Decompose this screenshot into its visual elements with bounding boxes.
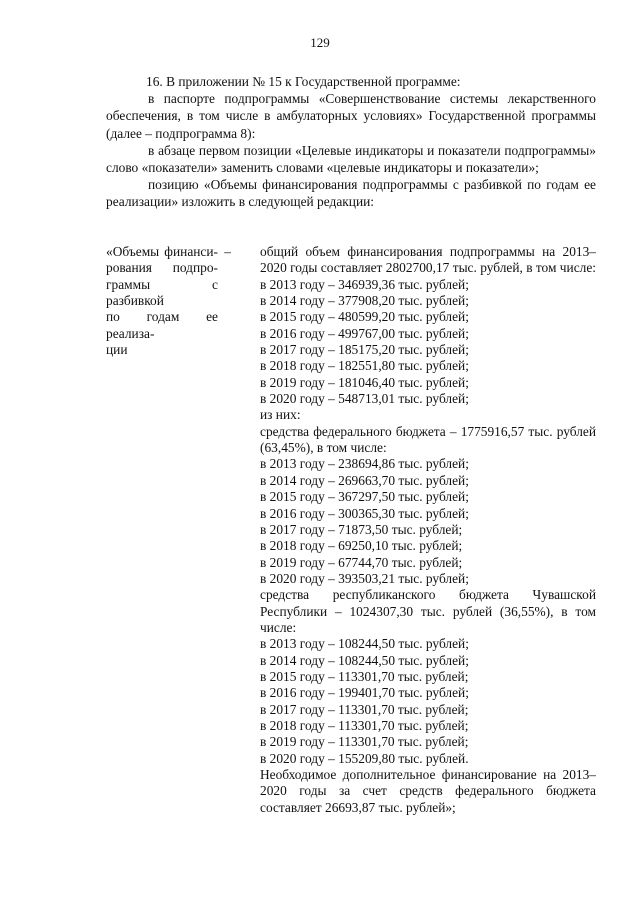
republic-year-line: в 2013 году – 108244,50 тыс. рублей; [260, 636, 469, 652]
label-dash: – [224, 244, 231, 259]
republic-year-line: в 2015 году – 113301,70 тыс. рублей; [260, 668, 469, 684]
amendment-paragraph-passport: в паспорте подпрограммы «Совершенствование системы лекарственного обеспечения, в том числе в амбулаторных условиях» Государственной программы (далее – подпрограмма 8): [106, 91, 596, 141]
total-year-line: в 2014 году – 377908,20 тыс. рублей; [260, 293, 469, 309]
republic-year-line: в 2018 году – 113301,70 тыс. рублей; [260, 717, 469, 733]
total-year-line: в 2018 году – 182551,80 тыс. рублей; [260, 358, 469, 374]
total-year-line: в 2016 году – 499767,00 тыс. рублей; [260, 325, 469, 341]
financing-label-line: граммы с разбивкой [106, 276, 218, 309]
financing-label [106, 244, 218, 816]
republic-budget-text: средства республиканского бюджета Чувашской Республики – 1024307,30 тыс. рублей (36,55%), в том числе: [260, 587, 596, 635]
total-year-line: в 2013 году – 346939,36 тыс. рублей; [260, 276, 469, 292]
financing-label-line: ции [106, 342, 128, 358]
republic-year-line: в 2020 году – 155209,80 тыс. рублей. [260, 750, 469, 766]
federal-year-line: в 2020 году – 393503,21 тыс. рублей; [260, 570, 469, 586]
federal-year-line: в 2018 году – 69250,10 тыс. рублей; [260, 538, 463, 554]
republic-year-line: в 2019 году – 113301,70 тыс. рублей; [260, 734, 469, 750]
page-number: 129 [310, 35, 330, 50]
total-year-line: в 2020 году – 548713,01 тыс. рублей; [260, 391, 469, 407]
financing-label-line: рования подпро- [106, 260, 218, 276]
federal-budget-text: средства федерального бюджета – 1775916,57 тыс. рублей (63,45%), в том числе: [260, 423, 596, 456]
federal-year-line: в 2015 году – 367297,50 тыс. рублей; [260, 489, 469, 505]
financing-label-line: по годам ее реализа- [106, 309, 218, 341]
amendment-text [106, 73, 596, 211]
republic-year-line: в 2014 году – 108244,50 тыс. рублей; [260, 652, 469, 668]
of-them-label: из них: [260, 407, 301, 423]
financing-table [106, 244, 596, 816]
financing-label-line: «Объемы финанси- [106, 244, 218, 259]
total-year-line: в 2017 году – 185175,20 тыс. рублей; [260, 342, 469, 358]
federal-year-line: в 2017 году – 71873,50 тыс. рублей; [260, 521, 463, 537]
amendment-paragraph-financing: позицию «Объемы финансирования подпрограммы с разбивкой по годам ее реализации» изложить в следующей редакции: [106, 177, 596, 210]
federal-year-line: в 2016 году – 300365,30 тыс. рублей; [260, 505, 469, 521]
additional-financing-text: Необходимое дополнительное финансирование на 2013–2020 годы за счет средств федерального бюджета составляет 26693,87 тыс. рублей»; [260, 767, 596, 815]
total-financing-text: общий объем финансирования подпрограммы на 2013–2020 годы составляет 2802700,17 тыс. рублей, в том числе: [260, 244, 597, 276]
federal-year-line: в 2019 году – 67744,70 тыс. рублей; [260, 554, 463, 570]
financing-label-column [106, 244, 231, 816]
republic-year-line: в 2016 году – 199401,70 тыс. рублей; [260, 685, 469, 701]
federal-year-line: в 2014 году – 269663,70 тыс. рублей; [260, 472, 469, 488]
total-year-line: в 2015 году – 480599,20 тыс. рублей; [260, 309, 469, 325]
amendment-item-16: 16. В приложении № 15 к Государственной программе: [146, 74, 461, 89]
financing-details-column [260, 244, 596, 816]
total-year-line: в 2019 году – 181046,40 тыс. рублей; [260, 374, 469, 390]
republic-year-line: в 2017 году – 113301,70 тыс. рублей; [260, 701, 469, 717]
amendment-paragraph-indicators: в абзаце первом позиции «Целевые индикаторы и показатели подпрограммы» слово «показатели» заменить словами «целевые индикаторы и показатели»; [106, 142, 596, 176]
federal-year-line: в 2013 году – 238694,86 тыс. рублей; [260, 456, 469, 472]
